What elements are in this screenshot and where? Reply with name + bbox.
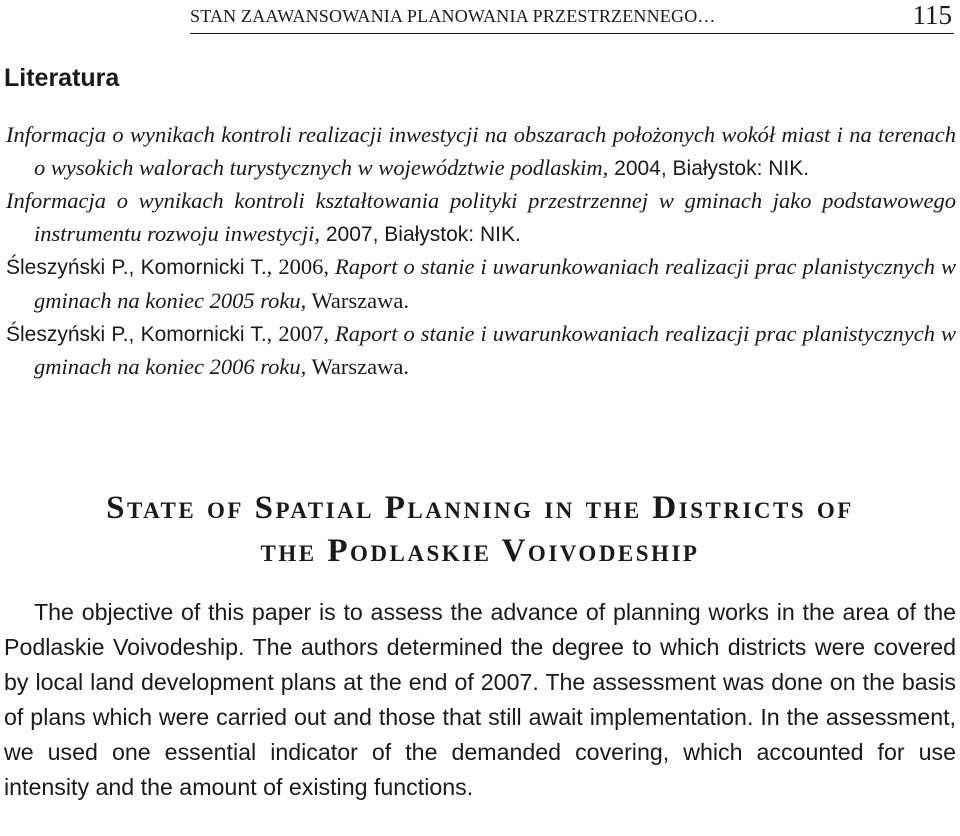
reference-author: Śleszyński P., Komornicki T. (6, 322, 267, 346)
running-header (0, 0, 960, 40)
reference-year: , 2007, (266, 320, 335, 346)
reference-title: Informacja o wynikach kontroli realizacji inwestycji na obszarach położonych wokół miast i na terenach o wysokich walorach turystycznych w województwie podlaskim, (6, 122, 956, 180)
reference-publication: , Warszawa. (300, 354, 409, 380)
running-title: STAN ZAAWANSOWANIA PLANOWANIA PRZESTRZENNEGO… (190, 6, 716, 26)
reference-item (6, 251, 956, 317)
english-title-line: the Podlaskie Voivodeship (260, 533, 700, 569)
header-rule (190, 33, 954, 34)
reference-publication: , Warszawa. (300, 287, 409, 313)
reference-title: Raport o stanie i uwarunkowaniach realizacji prac planistycznych w gminach na koniec 2005 roku (34, 254, 956, 313)
reference-year: , 2006, (266, 254, 335, 280)
reference-list (6, 119, 956, 384)
abstract-text: The objective of this paper is to assess the advance of planning works in the area of the Podlaskie Voivodeship. The authors determined the degree to which districts were covered by local land development plans at the end of 2007. The assessment was done on the basis of plans which were carried out and those that still await implementation. In the assessment, we used one essential indicator of the demanded covering, which accounted for use intensity and the amount of existing functions. (4, 599, 956, 800)
english-title (0, 487, 960, 573)
english-title-line: State of Spatial Planning in the Districts of (106, 490, 854, 526)
page-number: 115 (912, 0, 952, 30)
reference-item (6, 185, 956, 251)
reference-item (6, 119, 956, 185)
reference-author: Śleszyński P., Komornicki T. (6, 256, 267, 280)
reference-title: Informacja o wynikach kontroli kształtowania polityki przestrzennej w gminach jako podstawowego instrumentu rozwoju inwestycji, (6, 188, 956, 246)
abstract-paragraph (4, 595, 956, 805)
reference-publication: 2004, Białystok: NIK. (608, 156, 810, 180)
literature-heading: Literatura (4, 64, 120, 92)
reference-item (6, 318, 956, 384)
reference-title: Raport o stanie i uwarunkowaniach realizacji prac planistycznych w gminach na koniec 2006 roku (34, 320, 956, 380)
reference-publication: 2007, Białystok: NIK. (320, 222, 521, 246)
